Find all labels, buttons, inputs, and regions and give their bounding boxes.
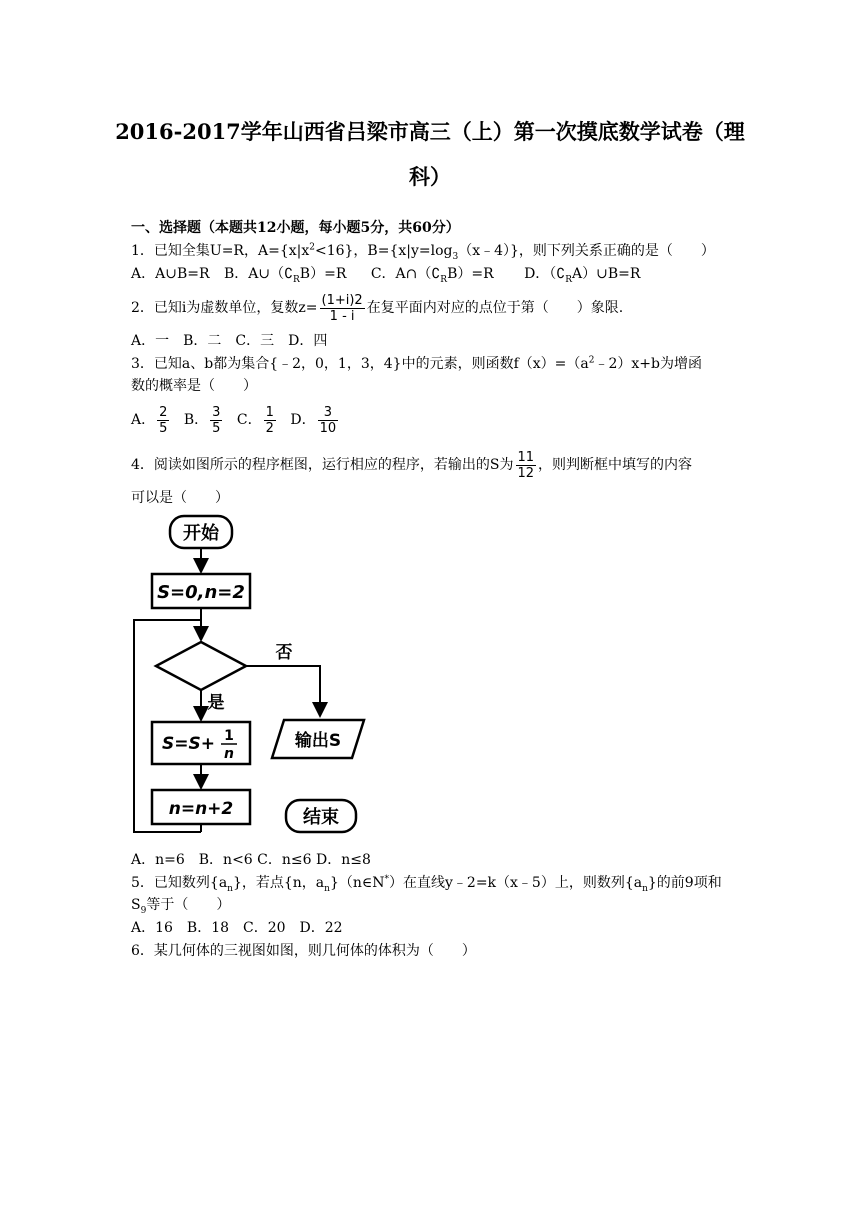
exam-title-line2: 科） <box>409 164 451 189</box>
q2-stem: 2．已知i为虚数单位，复数z= $\frac{(1+i)2}{1 - i}$ 在复平面内对应的点位于第（ ）象限. <box>131 292 624 324</box>
q3-options <box>131 402 340 438</box>
q4-stem-line1: 4．阅读如图所示的程序框图，运行相应的程序，若输出的S为 $\frac{11}{12}$ ，则判断框中填写的内容 <box>131 449 693 481</box>
q6-stem: 6．某几何体的三视图如图，则几何体的体积为（ ） <box>131 943 476 959</box>
q3-stem-line2: 数的概率是（ ） <box>131 378 257 394</box>
flow-step1-num: 1 <box>224 728 234 744</box>
flow-yes-label: 是 <box>207 693 225 713</box>
flow-step1-den: n <box>224 746 234 762</box>
q1-option-c: C．$A\cap(∁_RB)=R$ <box>370 266 494 285</box>
q1-option-d: D．$(∁_RA)\cup B=R$ <box>524 266 641 285</box>
flow-step2-label: n=n+2 <box>168 799 234 819</box>
q3-option-a: A． $\frac{2}{5}$ <box>131 404 168 436</box>
q3-option-c: C． $\frac{1}{2}$ <box>236 404 274 436</box>
q3-option-d: D． $\frac{3}{10}$ <box>290 404 337 436</box>
q2-options: A．一 B．二 C．三 D．四 <box>131 333 328 349</box>
q5-stem-line1: 5．已知数列$\{a_n\}$，若点{n，$a_n\}(n\in N^*)$在直线y﹣2=k（x﹣5）上，则数列$\{a_n\}$的前9项和 <box>131 874 722 894</box>
flow-step1-label: S=S+ <box>162 734 215 754</box>
q4-fraction: $\frac{11}{12}$ <box>517 449 535 481</box>
q4-options: A．n=6 B．n<6 C．n≤6 D．n≤8 <box>131 852 371 868</box>
q1-stem: 1．已知全集U=R，$A=\{x|x^2<16\}$，$B=\{x|y=\log_3(x﹣4)\}$，则下列关系正确的是（ ） <box>131 242 715 262</box>
q2-fraction: $\frac{(1+i)2}{1 - i}$ <box>321 292 363 324</box>
q5-stem-line2: $S_9$等于（ ） <box>131 897 231 916</box>
q5-options: A．16 B．18 C．20 D．22 <box>131 920 343 936</box>
flow-decision-diamond <box>156 642 246 690</box>
section-header: 一、选择题（本题共12小题，每小题5分，共60分） <box>131 220 460 236</box>
flow-start-label: 开始 <box>183 523 219 544</box>
exam-title-line1: 2016-2017学年山西省吕梁市高三（上）第一次摸底数学试卷（理 <box>115 119 745 144</box>
q4-stem-line2: 可以是（ ） <box>131 490 229 506</box>
q1-option-b: B．$A\cup(∁_RB)=R$ <box>223 266 347 285</box>
flow-end-label: 结束 <box>303 807 339 828</box>
q3-option-b: B． $\frac{3}{5}$ <box>183 404 221 436</box>
q3-stem-line1: 3．已知a、b都为集合{﹣2，0，1，3，4}中的元素，则函数$f(x)=(a^2﹣2)x+b$为增函 <box>131 355 702 372</box>
flow-no-label: 否 <box>275 643 293 663</box>
q1-option-a: A．A∪B=R <box>131 266 210 282</box>
q4-flowchart <box>128 512 368 850</box>
flow-init-label: S=0,n=2 <box>157 582 245 603</box>
flow-output-label: 输出S <box>294 731 342 751</box>
q1-options <box>131 265 650 283</box>
